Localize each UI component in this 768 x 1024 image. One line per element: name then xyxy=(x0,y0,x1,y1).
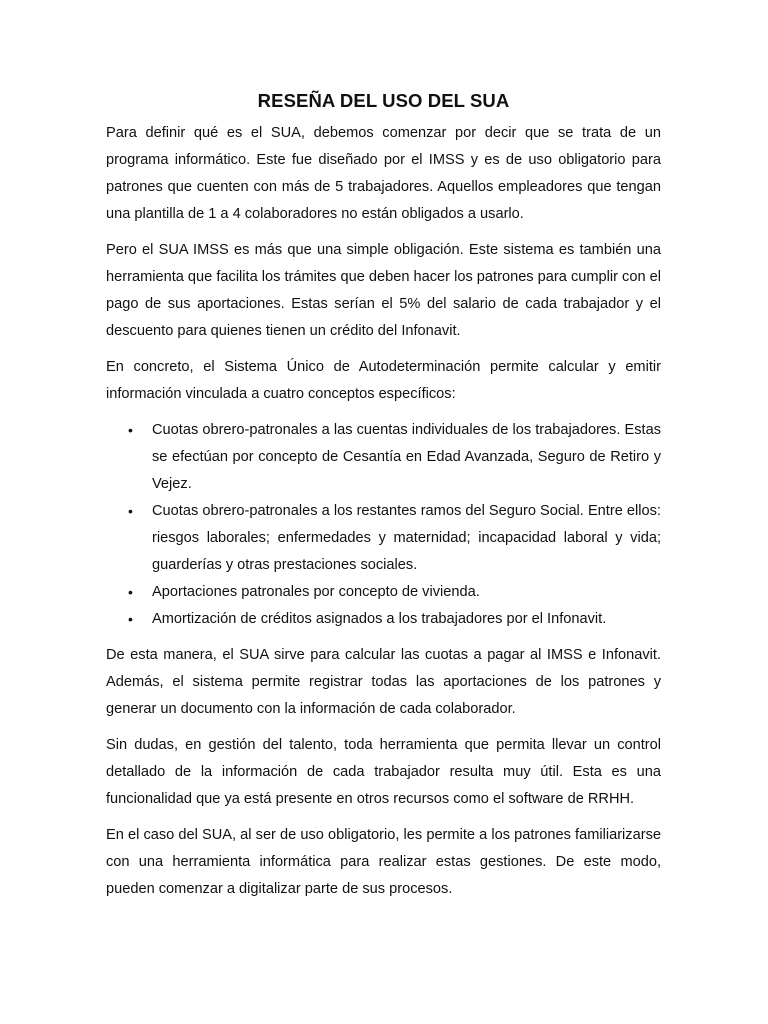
paragraph-6: En el caso del SUA, al ser de uso obligatorio, les permite a los patrones familiarizarse con una herramienta informática para realizar estas gestiones. De este modo, pueden comenzar a digitalizar parte de sus procesos. xyxy=(106,827,661,897)
paragraph-2: Pero el SUA IMSS es más que una simple obligación. Este sistema es también una herramienta que facilita los trámites que deben hacer los patrones para cumplir con el pago de sus aportaciones. Estas serían el 5% del salario de cada trabajador y el descuento para quienes tienen un crédito del Infonavit. xyxy=(106,242,661,339)
bullet-icon: • xyxy=(128,422,133,438)
bullet-text: Aportaciones patronales por concepto de vivienda. xyxy=(152,584,480,600)
bullet-text: Cuotas obrero-patronales a los restantes ramos del Seguro Social. Entre ellos: riesgos laborales; enfermedades y maternidad; incapacidad laboral y vida; guarderías y otras prestaciones sociales. xyxy=(152,503,661,573)
paragraph-3: En concreto, el Sistema Único de Autodeterminación permite calcular y emitir información vinculada a cuatro conceptos específicos: xyxy=(106,359,661,402)
bullet-item-1 xyxy=(106,417,661,498)
bullet-item-2 xyxy=(106,498,661,579)
bullet-icon: • xyxy=(128,611,133,627)
bullet-text: Cuotas obrero-patronales a las cuentas individuales de los trabajadores. Estas se efectúan por concepto de Cesantía en Edad Avanzada, Seguro de Retiro y Vejez. xyxy=(152,422,661,492)
bullet-item-4 xyxy=(106,606,661,633)
bullet-icon: • xyxy=(128,503,133,519)
paragraph-4: De esta manera, el SUA sirve para calcular las cuotas a pagar al IMSS e Infonavit. Además, el sistema permite registrar todas las aportaciones de los patrones y generar un documento con la información de cada colaborador. xyxy=(106,647,661,717)
concepts-bullet-list xyxy=(106,417,661,633)
bullet-text: Amortización de créditos asignados a los trabajadores por el Infonavit. xyxy=(152,611,607,627)
bullet-icon: • xyxy=(128,584,133,600)
document-title: RESEÑA DEL USO DEL SUA xyxy=(257,90,510,111)
document-body xyxy=(106,90,661,912)
paragraph-1: Para definir qué es el SUA, debemos comenzar por decir que se trata de un programa informático. Este fue diseñado por el IMSS y es de uso obligatorio para patrones que cuenten con más de 5 trabajadores. Aquellos empleadores que tengan una plantilla de 1 a 4 colaboradores no están obligados a usarlo. xyxy=(106,125,661,222)
paragraph-5: Sin dudas, en gestión del talento, toda herramienta que permita llevar un control detallado de la información de cada trabajador resulta muy útil. Esta es una funcionalidad que ya está presente en otros recursos como el software de RRHH. xyxy=(106,737,661,807)
bullet-item-3 xyxy=(106,579,661,606)
